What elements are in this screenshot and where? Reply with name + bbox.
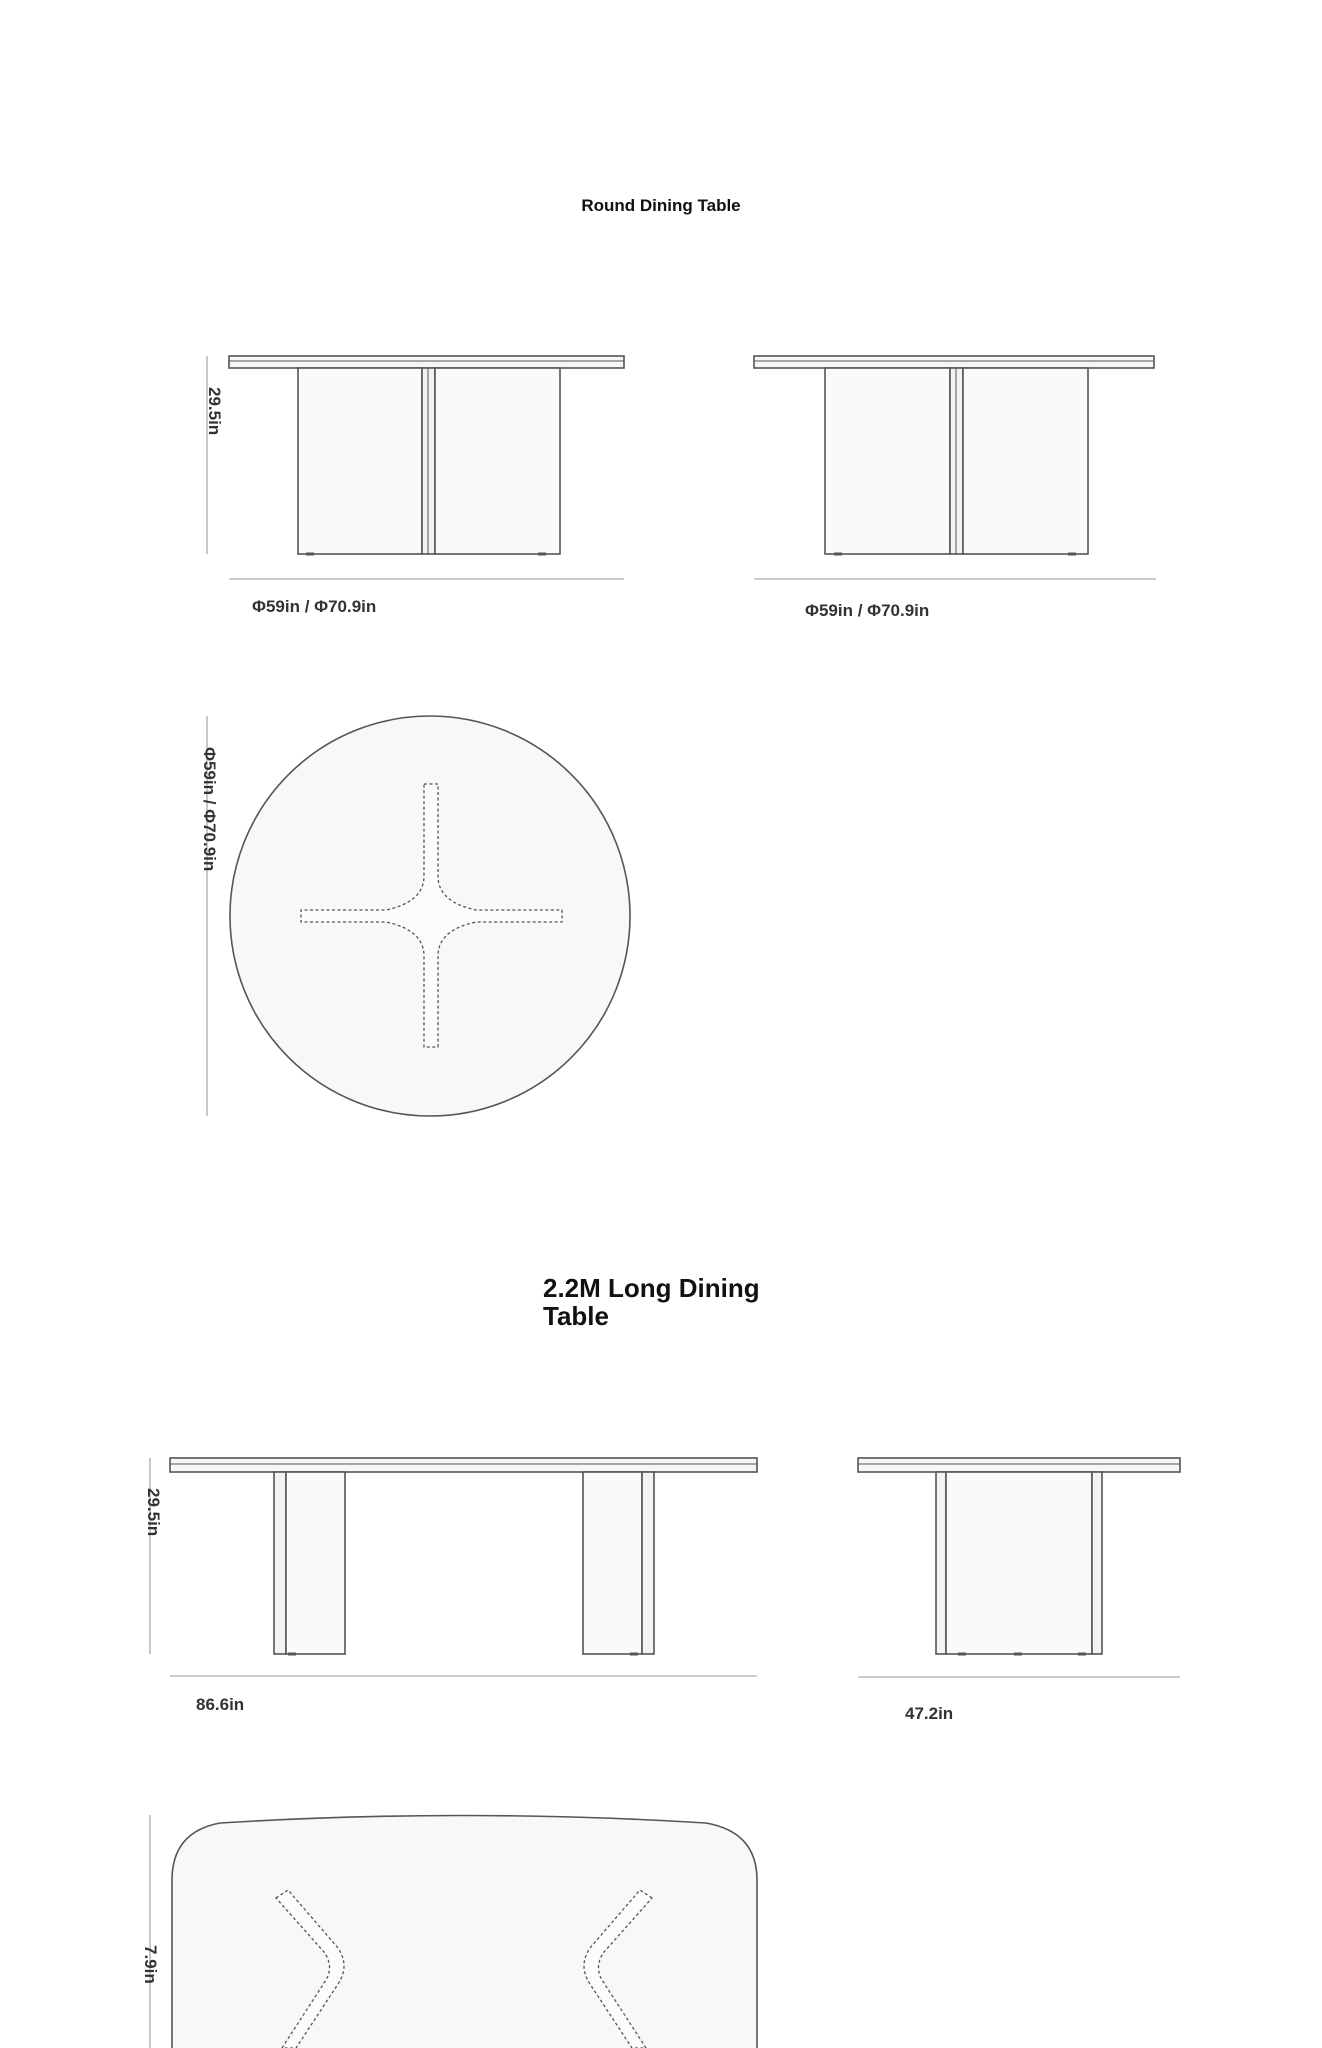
long-table-top-depth-label: 7.9in <box>141 1945 160 1984</box>
long-table-title-line2: Table <box>543 1301 609 1331</box>
long-table-top-view <box>150 1815 757 2048</box>
long-table-length-label: 86.6in <box>196 1695 245 1714</box>
round-table-height-label: 29.5in <box>205 387 224 436</box>
long-table-height-label: 29.5in <box>144 1488 163 1537</box>
round-table-front-elevation <box>207 356 624 579</box>
round-table-front-width-label: Φ59in / Φ70.9in <box>252 597 377 616</box>
long-table-width-label: 47.2in <box>905 1704 954 1723</box>
long-table-side-elevation <box>858 1458 1180 1677</box>
round-table-top-diameter-label: Φ59in / Φ70.9in <box>200 747 219 872</box>
round-table-title: Round Dining Table <box>581 196 741 215</box>
round-table-side-width-label: Φ59in / Φ70.9in <box>805 601 930 620</box>
long-table-front-elevation <box>150 1458 757 1676</box>
round-table-top-view <box>207 716 630 1116</box>
long-table-title <box>543 1274 783 1330</box>
long-table-title-line1: 2.2M Long Dining <box>543 1273 760 1303</box>
round-table-side-elevation <box>754 356 1156 579</box>
